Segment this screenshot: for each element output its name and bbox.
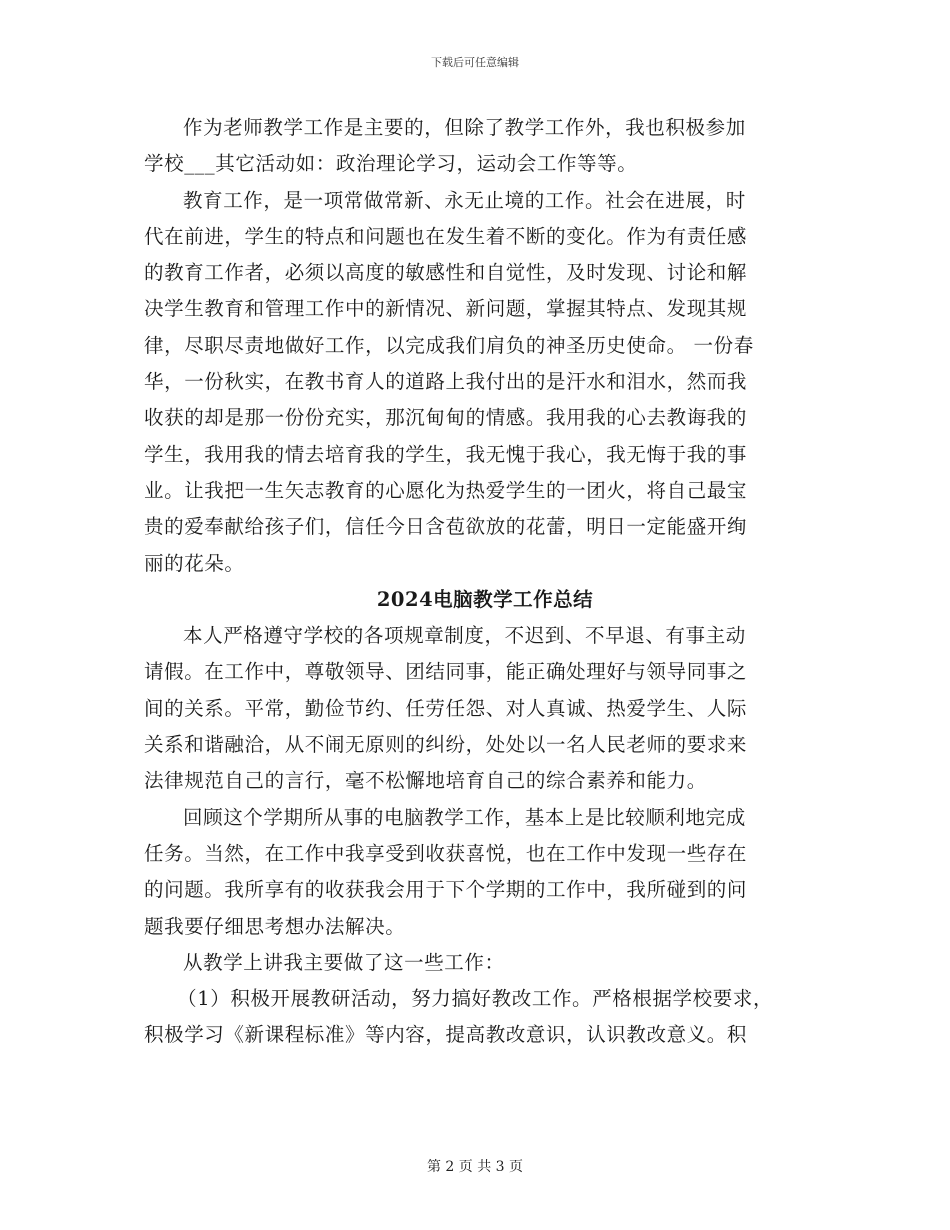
section-title: 2024电脑教学工作总结 <box>376 587 594 611</box>
text-line: 积极学习《新课程标准》等内容，提高教改意识，认识教改意义。积 <box>144 1023 748 1047</box>
text-line: 作为老师教学工作是主要的，但除了教学工作外，我也积极参加 <box>183 116 746 139</box>
text-line: 间的关系。平常，勤俭节约、任劳任怨、对人真诚、热爱学生、人际 <box>144 696 748 720</box>
text-line: 代在前进，学生的特点和问题也在发生着不断的变化。作为有责任感 <box>144 224 748 248</box>
paragraph-discipline <box>144 618 826 799</box>
paragraph-teaching-intro <box>144 945 826 981</box>
paragraph-activities <box>144 110 826 183</box>
text-line: 关系和谐融洽，从不闹无原则的纠纷，处处以一名人民老师的要求来 <box>144 733 748 757</box>
text-line: 华，一份秋实，在教书育人的道路上我付出的是汗水和泪水，然而我 <box>144 370 748 394</box>
document-body <box>144 110 826 1054</box>
text-line: 本人严格遵守学校的各项规章制度，不迟到、不早退、有事主动 <box>183 624 746 648</box>
text-line: 学校___其它活动如：政治理论学习，运动会工作等等。 <box>144 152 638 176</box>
text-line: 回顾这个学期所从事的电脑教学工作，基本上是比较顺利地完成 <box>183 805 746 829</box>
text-line: 任务。当然，在工作中我享受到收获喜悦，也在工作中发现一些存在 <box>144 841 748 865</box>
text-line: （1）积极开展教研活动，努力搞好教改工作。严格根据学校要求， <box>177 987 774 1011</box>
text-line: 丽的花朵。 <box>144 551 245 575</box>
text-line: 律，尽职尽责地做好工作，以完成我们肩负的神圣历史使命。 一份春 <box>144 333 754 357</box>
text-line: 从教学上讲我主要做了这一些工作： <box>183 950 505 974</box>
paragraph-review <box>144 800 826 945</box>
text-line: 收获的却是那一份份充实，那沉甸甸的情感。我用我的心去教诲我的 <box>144 406 748 430</box>
page-header: 下载后可任意编辑 <box>431 56 519 69</box>
text-line: 的问题。我所享有的收获我会用于下个学期的工作中，我所碰到的问 <box>144 878 748 902</box>
text-line: 贵的爱奉献给孩子们，信任今日含苞欲放的花蕾，明日一定能盛开绚 <box>144 515 748 539</box>
text-line: 请假。在工作中，尊敬领导、团结同事，能正确处理好与领导同事之 <box>144 660 748 684</box>
text-line: 法律规范自己的言行，毫不松懈地培育自己的综合素养和能力。 <box>144 769 707 793</box>
paragraph-item-1 <box>144 981 826 1054</box>
text-line: 决学生教育和管理工作中的新情况、新问题，掌握其特点、发现其规 <box>144 297 748 321</box>
paragraph-education-work <box>144 183 826 582</box>
text-line: 的教育工作者，必须以高度的敏感性和自觉性，及时发现、讨论和解 <box>144 261 748 285</box>
page-footer: 第 2 页 共 3 页 <box>426 1159 524 1175</box>
text-line: 业。让我把一生矢志教育的心愿化为热爱学生的一团火，将自己最宝 <box>144 478 748 502</box>
text-line: 题我要仔细思考想办法解决。 <box>144 914 406 938</box>
text-line: 教育工作，是一项常做常新、永无止境的工作。社会在进展，时 <box>183 188 746 212</box>
text-line: 学生，我用我的情去培育我的学生，我无愧于我心，我无悔于我的事 <box>144 442 748 466</box>
